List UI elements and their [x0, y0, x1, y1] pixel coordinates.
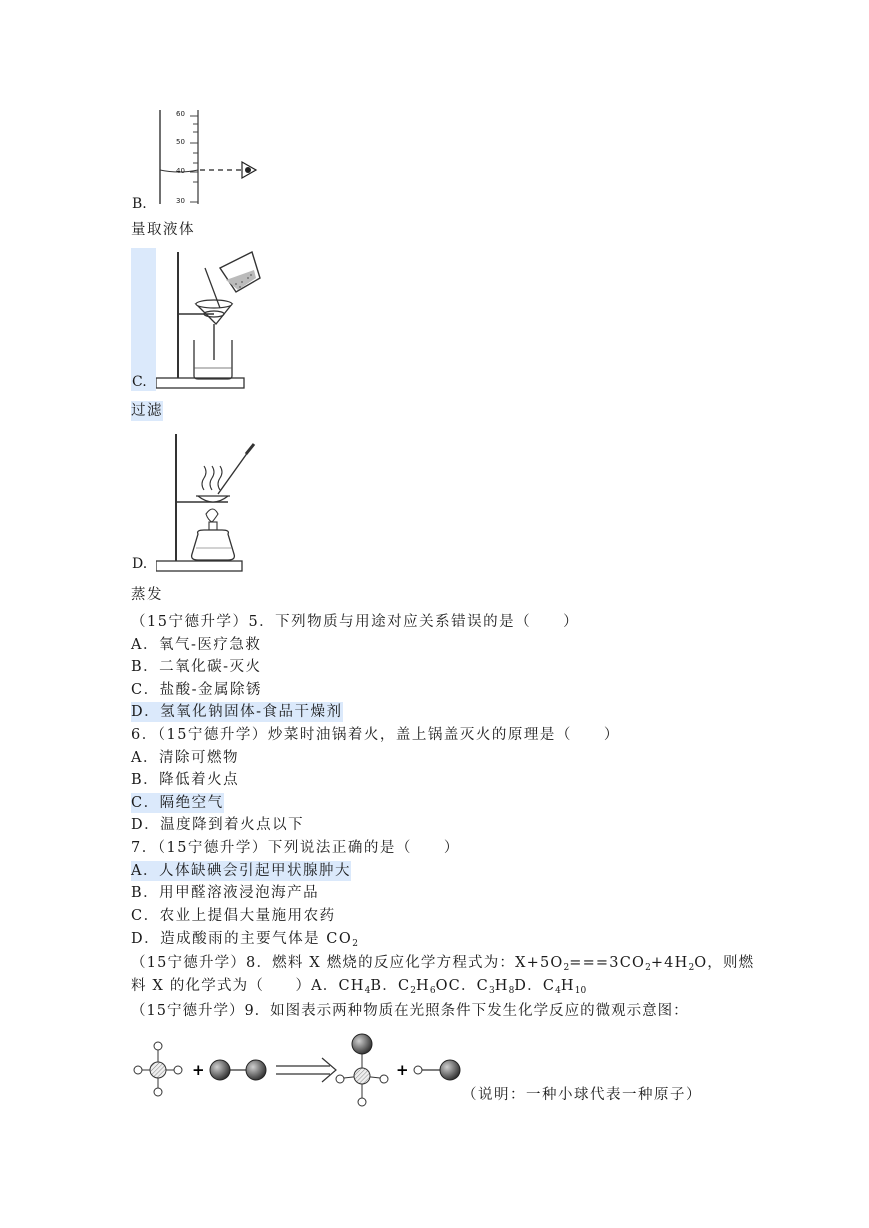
scale-30: 30: [176, 197, 185, 205]
q9-stem: （15宁德升学）9．如图表示两种物质在光照条件下发生化学反应的微观示意图：: [131, 1003, 689, 1019]
q7-option-d: D．造成酸雨的主要气体是 $CO_2$: [131, 931, 358, 949]
reaction-diagram: [130, 1028, 470, 1112]
molecule-product-1: [336, 1034, 388, 1106]
figure-evaporation: [156, 430, 261, 575]
option-d-letter: D.: [132, 556, 148, 572]
q6-option-b: B．降低着火点: [131, 772, 240, 788]
option-b-letter: B.: [132, 196, 147, 212]
q6-stem: 6．（15宁德升学）炒菜时油锅着火，盖上锅盖灭火的原理是（ ）: [131, 727, 620, 743]
q5-option-d: D．氢氧化钠固体-食品干燥剂: [131, 704, 343, 720]
figure-filtration: [156, 248, 261, 391]
highlight-block-c: [131, 248, 156, 391]
q6-option-d: D．温度降到着火点以下: [131, 817, 305, 833]
q5-option-c: C．盐酸-金属除锈: [131, 682, 262, 698]
molecule-product-2: [414, 1060, 460, 1080]
reaction-arrow: [276, 1058, 336, 1082]
q6-option-a: A．清除可燃物: [131, 750, 239, 766]
q6-option-c: C．隔绝空气: [131, 795, 224, 811]
q5-option-b: B．二氧化碳-灭火: [131, 659, 262, 675]
q9-legend-note: （说明：一种小球代表一种原子）: [462, 1087, 702, 1103]
q7-option-c: C．农业上提倡大量施用农药: [131, 908, 336, 924]
molecule-reactant-1: [134, 1042, 182, 1096]
caption-evaporation: 蒸发: [131, 587, 163, 603]
q7-option-b: B．用甲醛溶液浸泡海产品: [131, 885, 320, 901]
scale-60: 60: [176, 110, 185, 118]
scale-40: 40: [176, 167, 185, 175]
q7-stem: 7．（15宁德升学）下列说法正确的是（ ）: [131, 840, 460, 856]
plus-sign-1: +: [192, 1061, 205, 1079]
q7-option-a: A．人体缺碘会引起甲状腺肿大: [131, 863, 351, 879]
option-c-letter: C.: [132, 374, 147, 390]
caption-filtration: 过滤: [131, 403, 163, 419]
q5-option-a: A．氧气-医疗急救: [131, 637, 262, 653]
plus-sign-2: +: [396, 1061, 409, 1079]
caption-measure-liquid: 量取液体: [131, 222, 195, 238]
q5-stem: （15宁德升学）5．下列物质与用途对应关系错误的是（ ）: [131, 614, 580, 630]
molecule-reactant-2: [210, 1060, 266, 1080]
q8-line-1: （15宁德升学）8．燃料 X 燃烧的反应化学方程式为：$X+5O_2===3CO_2+4H_2O$，则燃: [131, 955, 755, 973]
scale-50: 50: [176, 138, 185, 146]
figure-measure-liquid: [150, 108, 262, 208]
q8-line-2: 料 X 的化学式为（ ）A．$CH_4B$．$C_2H_6OC$．$C_3H_8D$．$C_4H_{10}$: [131, 978, 587, 996]
